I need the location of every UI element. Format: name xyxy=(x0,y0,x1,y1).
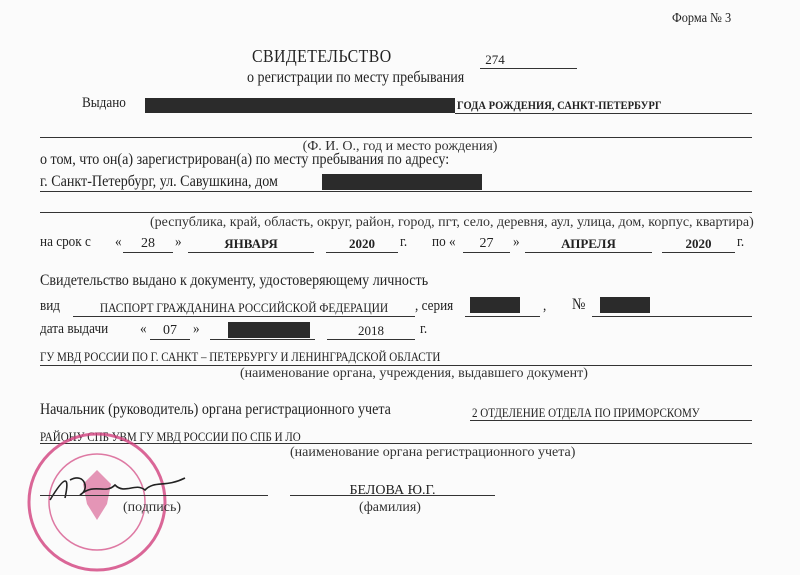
address-intro: о том, что он(а) зарегистрирован(а) по месту пребывания по адресу: xyxy=(40,151,450,168)
year-suffix: г. xyxy=(400,234,408,250)
caption-address: (республика, край, область, округ, район, город, пгт, село, деревня, аул, улица, дом, корпус, квартира) xyxy=(150,215,754,230)
caption-issuer: (наименование органа, учреждения, выдавшего документ) xyxy=(240,366,588,381)
document-subtitle: о регистрации по месту пребывания xyxy=(247,69,465,86)
doc-type-label: вид xyxy=(40,298,61,314)
redacted-series xyxy=(470,297,520,313)
quote: » xyxy=(175,234,182,250)
term-label: на срок с xyxy=(40,234,91,250)
caption-surname: (фамилия) xyxy=(359,500,421,515)
comma: , xyxy=(543,298,547,314)
issued-value: ГОДА РОЖДЕНИЯ, САНКТ-ПЕТЕРБУРГ xyxy=(457,98,662,112)
from-month: ЯНВАРЯ xyxy=(224,236,278,251)
doc-type-value: ПАСПОРТ ГРАЖДАНИНА РОССИЙСКОЙ ФЕДЕРАЦИИ xyxy=(99,300,389,315)
redacted-name xyxy=(145,98,455,113)
redacted-address xyxy=(322,174,482,190)
redacted-month xyxy=(228,322,310,338)
caption-signature: (подпись) xyxy=(122,500,182,515)
to-year: 2020 xyxy=(685,236,712,251)
issued-label: Выдано xyxy=(82,95,126,111)
quote: » xyxy=(193,321,200,337)
document-title: СВИДЕТЕЛЬСТВО xyxy=(252,46,392,66)
caption-org: (наименование органа регистрационного учета) xyxy=(290,445,576,460)
doc-intro: Свидетельство выдано к документу, удостоверяющему личность xyxy=(40,272,429,289)
from-day: 28 xyxy=(141,236,155,251)
certificate-number: 274 xyxy=(485,52,505,67)
issue-date-label: дата выдачи xyxy=(40,321,109,337)
quote: « xyxy=(115,234,122,250)
to-month: АПРЕЛЯ xyxy=(561,236,616,251)
series-label: , серия xyxy=(415,298,454,314)
address-value: г. Санкт-Петербург, ул. Савушкина, дом xyxy=(40,173,278,190)
quote: « xyxy=(140,321,147,337)
caption-fio: (Ф. И. О., год и место рождения) xyxy=(302,139,498,154)
quote: » xyxy=(513,234,520,250)
to-label: по « xyxy=(432,234,456,250)
surname: БЕЛОВА Ю.Г. xyxy=(349,483,436,498)
year-suffix: г. xyxy=(737,234,745,250)
issuer: ГУ МВД РОССИИ ПО Г. САНКТ – ПЕТЕРБУРГУ И ЛЕНИНГРАДСКОЙ ОБЛАСТИ xyxy=(40,349,441,364)
number-label: № xyxy=(572,296,586,313)
head-org-line1: 2 ОТДЕЛЕНИЕ ОТДЕЛА ПО ПРИМОРСКОМУ xyxy=(472,405,700,420)
form-number: Форма № 3 xyxy=(672,11,732,26)
redacted-number xyxy=(600,297,650,313)
head-label: Начальник (руководитель) органа регистрационного учета xyxy=(40,401,391,418)
issue-year: 2018 xyxy=(358,323,384,338)
head-org-line2: РАЙОНУ СПБ УВМ ГУ МВД РОССИИ ПО СПБ И ЛО xyxy=(40,429,301,444)
year-suffix: г. xyxy=(420,321,428,337)
issue-day: 07 xyxy=(163,323,177,338)
from-year: 2020 xyxy=(349,236,375,251)
to-day: 27 xyxy=(479,236,494,251)
